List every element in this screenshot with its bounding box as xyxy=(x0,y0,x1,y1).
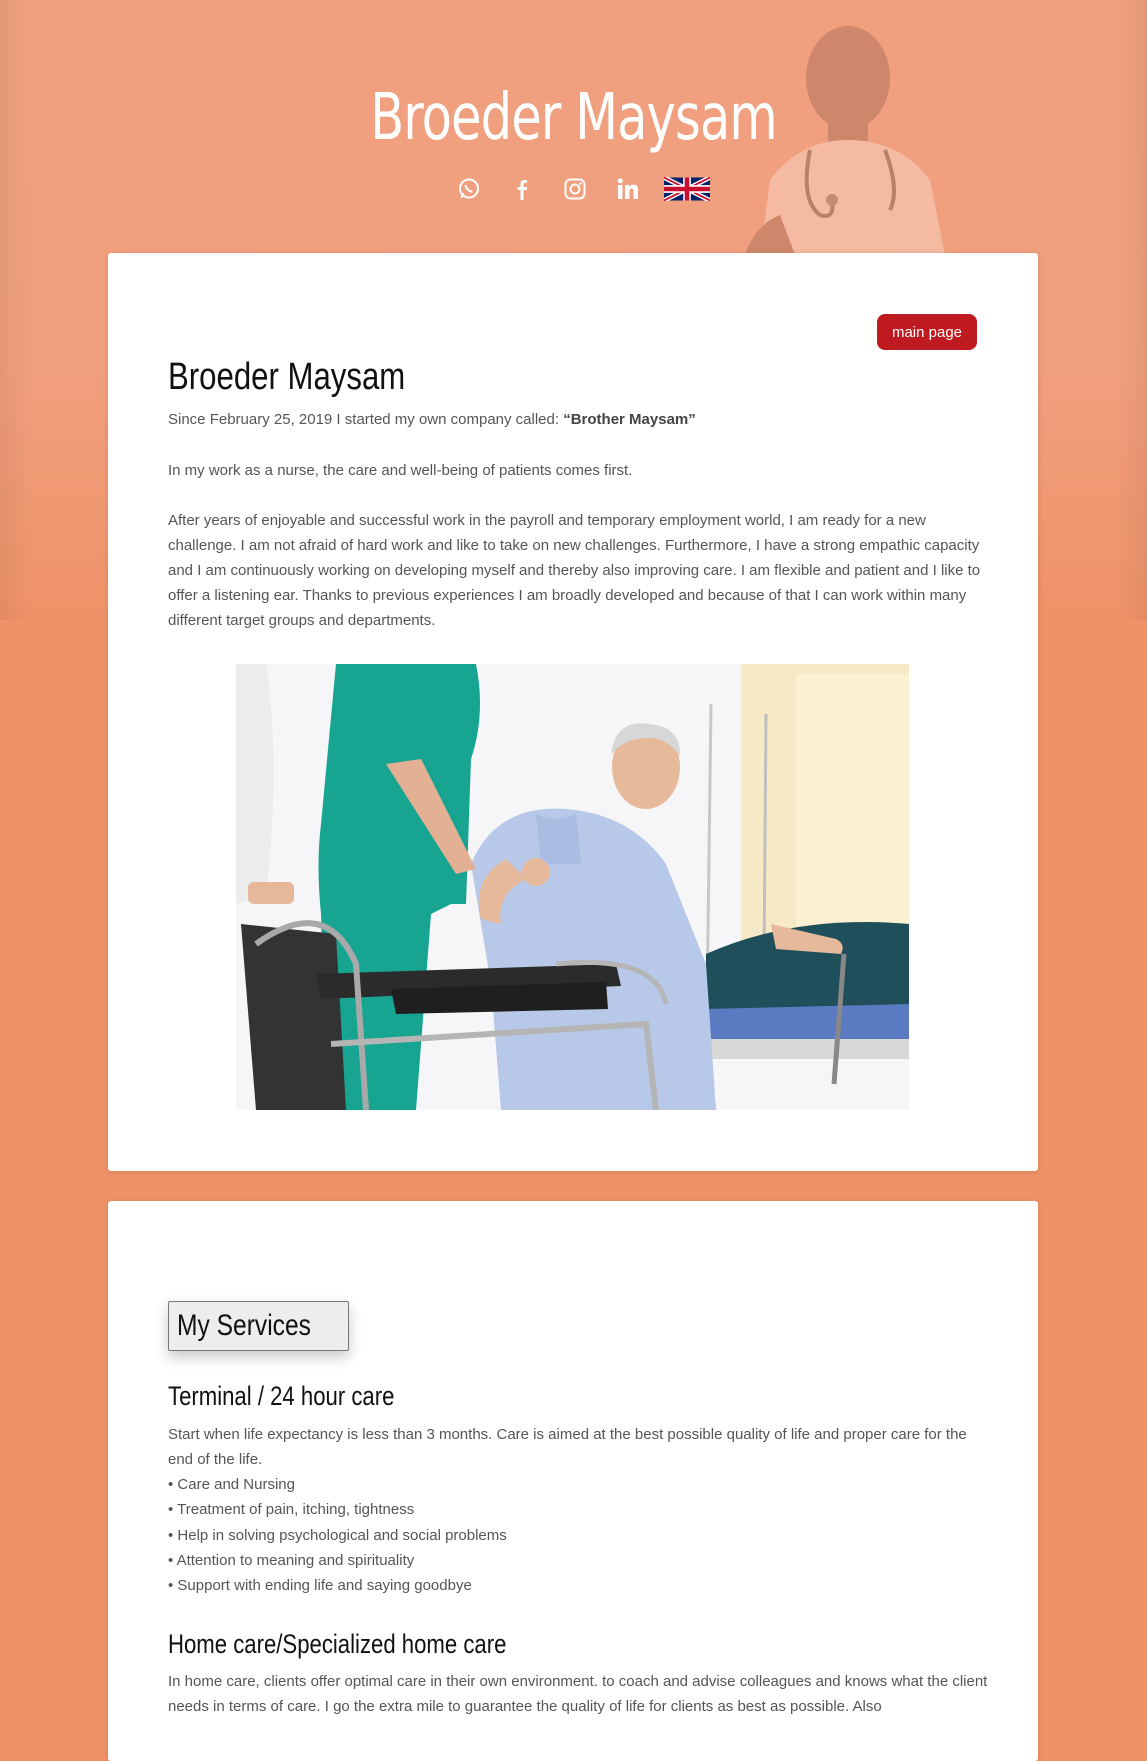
since-text: Since February 25, 2019 I started my own company called: xyxy=(168,411,564,428)
social-links xyxy=(452,172,710,206)
experience-paragraph: After years of enjoyable and successful work in the payroll and temporary employment world, I am ready for a new challenge. I am not afraid of hard work and like to take on new challenges. Furthermore, I have a strong empathic capacity and I am continuously working on developing myself and thereby also improving care. I am flexible and patient and I like to offer a listening ear. Thanks to previous experiences I am broadly developed and because of that I can work within many different target groups and departments. xyxy=(168,512,981,629)
uk-flag-icon[interactable] xyxy=(664,172,710,206)
terminal-care-description: Start when life expectancy is less than 3 months. Care is aimed at the best possible quality of life and proper care for the end of the life. xyxy=(168,1426,967,1468)
whatsapp-icon[interactable] xyxy=(452,172,486,206)
terminal-care-title: Terminal / 24 hour care xyxy=(168,1381,395,1411)
list-item: • Care and Nursing xyxy=(168,1476,295,1493)
list-item: • Support with ending life and saying goodbye xyxy=(168,1577,472,1595)
home-care-description: In home care, clients offer optimal care in their own environment. to coach and advise colleagues and knows what the client needs in terms of care. I go the extra mile to guarantee the quality of life for clients as best as possible. Also xyxy=(168,1673,988,1715)
list-item: • Help in solving psychological and social problems xyxy=(168,1526,507,1544)
home-care-title: Home care/Specialized home care xyxy=(168,1629,507,1659)
services-card xyxy=(108,1201,1038,1761)
company-name: “Brother Maysam” xyxy=(563,411,696,428)
about-title: Broeder Maysam xyxy=(168,356,406,398)
main-page-button[interactable]: main page xyxy=(877,314,977,350)
services-heading: My Services xyxy=(168,1301,349,1351)
care-paragraph: In my work as a nurse, the care and well-being of patients comes first. xyxy=(168,462,633,479)
hero-shade-left xyxy=(0,0,30,620)
list-item: • Treatment of pain, itching, tightness xyxy=(168,1501,415,1519)
instagram-icon[interactable] xyxy=(558,172,592,206)
list-item: • Attention to meaning and spirituality xyxy=(168,1551,415,1569)
about-card xyxy=(108,253,1038,1171)
site-title: Broeder Maysam xyxy=(370,81,777,155)
hero-shade-right xyxy=(1117,0,1147,620)
since-paragraph xyxy=(168,407,988,432)
nurse-with-patient-photo xyxy=(236,664,909,1110)
facebook-icon[interactable] xyxy=(505,172,539,206)
terminal-care-list xyxy=(168,1472,507,1598)
linkedin-icon[interactable] xyxy=(611,172,645,206)
